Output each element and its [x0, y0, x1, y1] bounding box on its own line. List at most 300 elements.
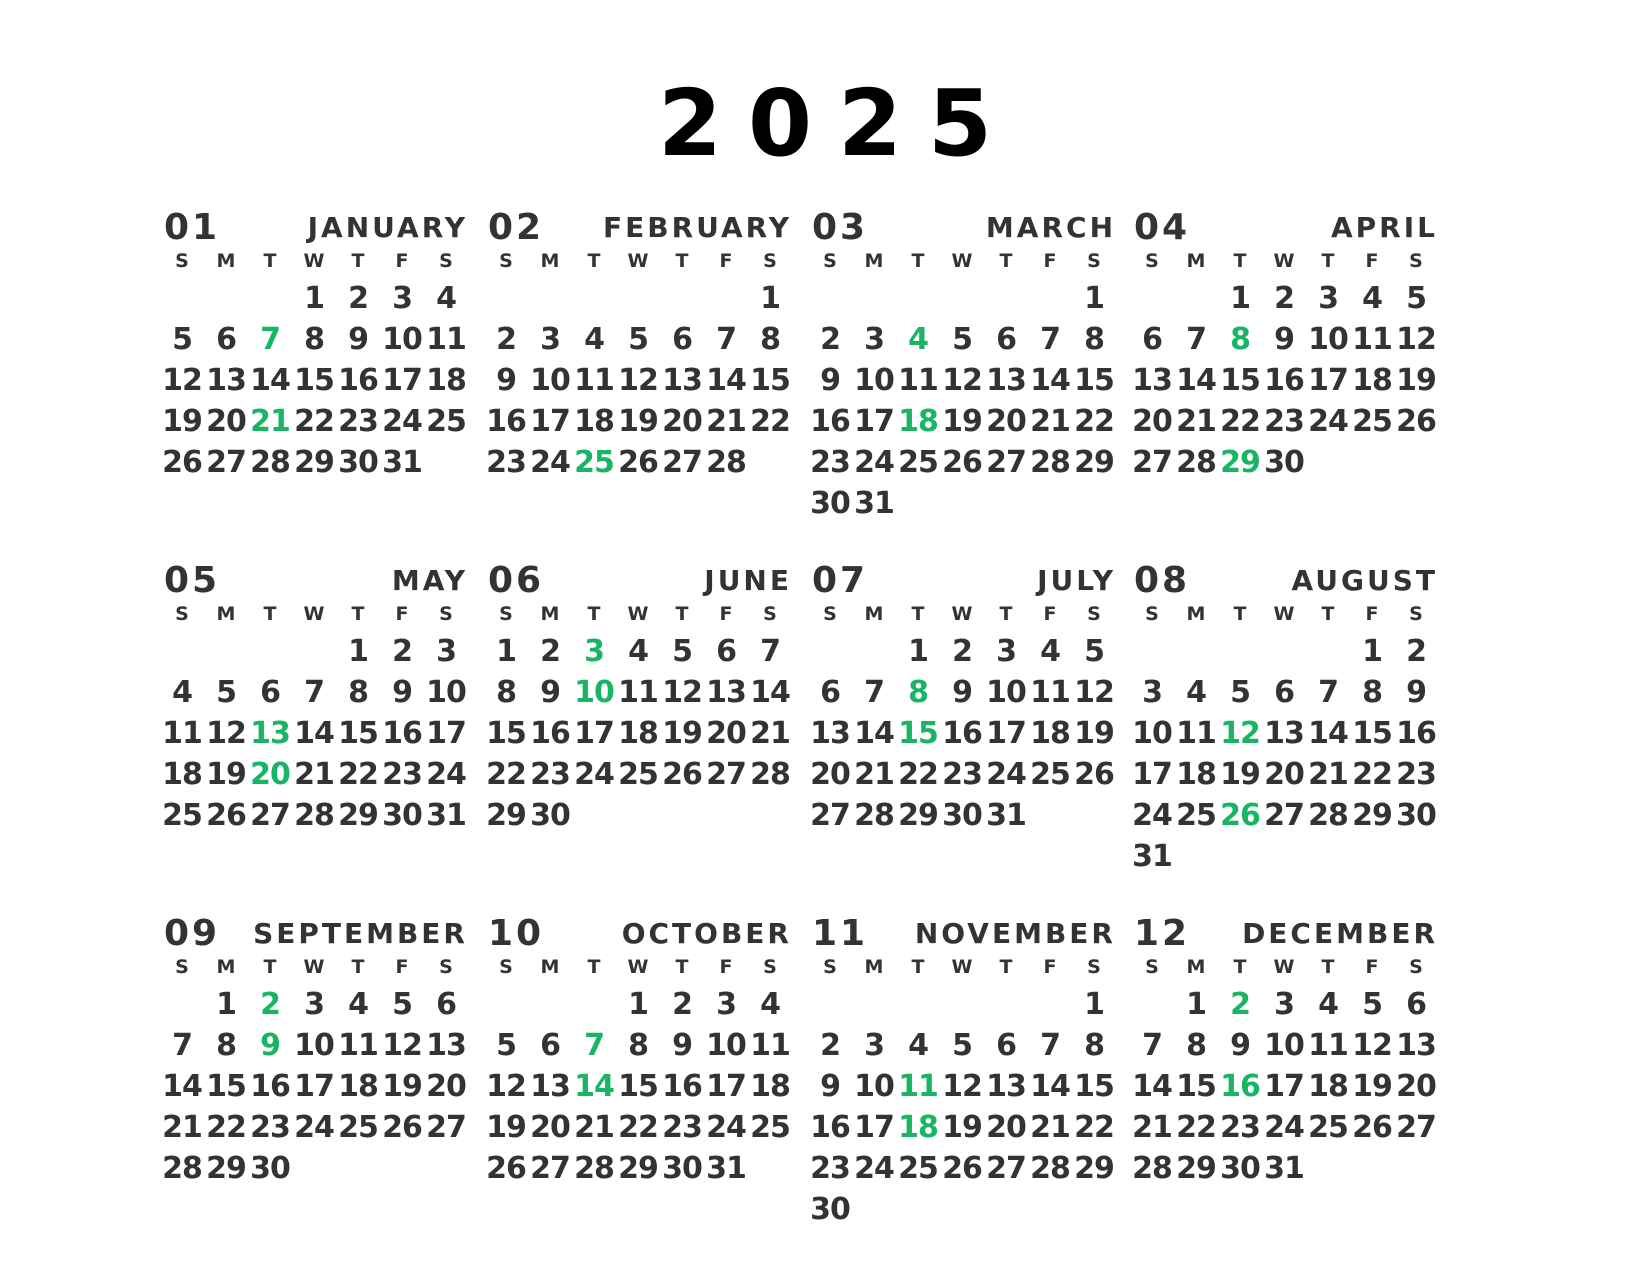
- day-cell: 21: [1030, 1110, 1070, 1145]
- weekday-label: M: [540, 603, 560, 625]
- day-cell: 2: [820, 322, 840, 357]
- empty-day-cell: [248, 631, 292, 672]
- week-row: [808, 1148, 1116, 1189]
- day-cell: 10: [854, 1069, 894, 1104]
- day-cell: 23: [250, 1110, 290, 1145]
- day-cell: 6: [1406, 987, 1426, 1022]
- weekday-label: W: [1273, 603, 1295, 625]
- day-cell: 19: [942, 1110, 982, 1145]
- day-cell: 6: [820, 675, 840, 710]
- day-cell: 30: [382, 798, 422, 833]
- highlighted-day: 2: [260, 987, 280, 1022]
- day-cell: 22: [1220, 404, 1260, 439]
- day-cell: 8: [1084, 322, 1104, 357]
- day-cell: 29: [1352, 798, 1392, 833]
- day-cell: 10: [426, 675, 466, 710]
- day-cell: 11: [1176, 716, 1216, 751]
- day-cell: 16: [1396, 716, 1436, 751]
- day-cell: 29: [618, 1151, 658, 1186]
- weekday-label: F: [1043, 603, 1057, 625]
- week-row: [808, 754, 1116, 795]
- day-cell: 2: [820, 1028, 840, 1063]
- day-cell: 25: [750, 1110, 790, 1145]
- day-cell: 24: [294, 1110, 334, 1145]
- month-name: SEPTEMBER: [253, 917, 468, 950]
- day-cell: 29: [206, 1151, 246, 1186]
- empty-day-cell: [1174, 631, 1218, 672]
- day-cell: 15: [486, 716, 526, 751]
- weekday-header-row: [1130, 248, 1438, 278]
- highlighted-day: 25: [574, 445, 614, 480]
- day-cell: 17: [1264, 1069, 1304, 1104]
- highlighted-day: 14: [574, 1069, 614, 1104]
- day-cell: 5: [672, 634, 692, 669]
- month-number: 04: [1134, 207, 1191, 248]
- day-cell: 13: [986, 1069, 1026, 1104]
- day-cell: 18: [574, 404, 614, 439]
- day-cell: 25: [618, 757, 658, 792]
- weekday-label: S: [175, 603, 189, 625]
- week-row: [160, 1025, 468, 1066]
- day-cell: 24: [382, 404, 422, 439]
- day-cell: 1: [348, 634, 368, 669]
- day-cell: 21: [854, 757, 894, 792]
- day-cell: 28: [574, 1151, 614, 1186]
- day-cell: 7: [304, 675, 324, 710]
- day-cell: 4: [1040, 634, 1060, 669]
- week-row: [808, 672, 1116, 713]
- day-cell: 3: [716, 987, 736, 1022]
- day-cell: 23: [662, 1110, 702, 1145]
- day-cell: 15: [338, 716, 378, 751]
- week-row: [808, 278, 1116, 319]
- month-header: [484, 560, 792, 601]
- weekday-label: S: [823, 250, 837, 272]
- day-cell: 19: [1220, 757, 1260, 792]
- day-cell: 27: [1264, 798, 1304, 833]
- empty-day-cell: [484, 984, 528, 1025]
- weekday-header-row: [484, 248, 792, 278]
- day-cell: 8: [1084, 1028, 1104, 1063]
- day-cell: 6: [216, 322, 236, 357]
- week-row: [484, 1066, 792, 1107]
- day-cell: 3: [1142, 675, 1162, 710]
- week-row: [160, 1107, 468, 1148]
- month-april: [1130, 207, 1438, 483]
- week-row: [1130, 401, 1438, 442]
- day-cell: 31: [426, 798, 466, 833]
- day-cell: 23: [1220, 1110, 1260, 1145]
- day-cell: 21: [1176, 404, 1216, 439]
- weekday-label: T: [351, 250, 365, 272]
- day-cell: 26: [206, 798, 246, 833]
- day-cell: 29: [294, 445, 334, 480]
- day-cell: 10: [854, 363, 894, 398]
- day-cell: 5: [1406, 281, 1426, 316]
- empty-day-cell: [852, 631, 896, 672]
- day-cell: 5: [172, 322, 192, 357]
- week-row: [1130, 672, 1438, 713]
- empty-day-cell: [808, 631, 852, 672]
- day-cell: 24: [854, 1151, 894, 1186]
- day-cell: 7: [1040, 322, 1060, 357]
- weekday-header-row: [160, 601, 468, 631]
- weekday-header-row: [484, 601, 792, 631]
- week-row: [808, 360, 1116, 401]
- day-cell: 30: [810, 1192, 850, 1227]
- day-cell: 6: [716, 634, 736, 669]
- month-header: [484, 913, 792, 954]
- day-cell: 14: [250, 363, 290, 398]
- day-cell: 14: [1132, 1069, 1172, 1104]
- day-cell: 22: [1176, 1110, 1216, 1145]
- day-cell: 9: [540, 675, 560, 710]
- day-cell: 23: [942, 757, 982, 792]
- empty-day-cell: [1130, 278, 1174, 319]
- day-cell: 2: [540, 634, 560, 669]
- month-number: 12: [1134, 913, 1191, 954]
- day-cell: 1: [1186, 987, 1206, 1022]
- day-cell: 15: [750, 363, 790, 398]
- day-cell: 19: [206, 757, 246, 792]
- day-cell: 26: [1396, 404, 1436, 439]
- day-cell: 16: [382, 716, 422, 751]
- day-cell: 27: [706, 757, 746, 792]
- weekday-label: T: [1321, 603, 1335, 625]
- day-cell: 11: [426, 322, 466, 357]
- day-cell: 2: [952, 634, 972, 669]
- week-row: [808, 713, 1116, 754]
- month-name: MARCH: [985, 211, 1116, 244]
- highlighted-day: 29: [1220, 445, 1260, 480]
- month-number: 03: [812, 207, 869, 248]
- day-cell: 29: [898, 798, 938, 833]
- day-cell: 5: [216, 675, 236, 710]
- day-cell: 25: [1030, 757, 1070, 792]
- day-cell: 8: [348, 675, 368, 710]
- highlighted-day: 16: [1220, 1069, 1260, 1104]
- day-cell: 12: [618, 363, 658, 398]
- weekday-label: T: [587, 250, 601, 272]
- day-cell: 20: [986, 1110, 1026, 1145]
- weekday-header-row: [160, 248, 468, 278]
- day-cell: 11: [898, 363, 938, 398]
- day-cell: 9: [820, 363, 840, 398]
- day-cell: 25: [338, 1110, 378, 1145]
- day-cell: 24: [1264, 1110, 1304, 1145]
- month-august: [1130, 560, 1438, 877]
- day-cell: 30: [1220, 1151, 1260, 1186]
- day-cell: 24: [1308, 404, 1348, 439]
- day-cell: 17: [986, 716, 1026, 751]
- day-cell: 9: [496, 363, 516, 398]
- day-cell: 30: [250, 1151, 290, 1186]
- empty-day-cell: [616, 278, 660, 319]
- day-cell: 24: [530, 445, 570, 480]
- day-cell: 4: [172, 675, 192, 710]
- day-cell: 10: [294, 1028, 334, 1063]
- day-cell: 8: [496, 675, 516, 710]
- weekday-label: F: [719, 603, 733, 625]
- week-row: [1130, 278, 1438, 319]
- day-cell: 17: [294, 1069, 334, 1104]
- highlighted-day: 7: [260, 322, 280, 357]
- month-june: [484, 560, 792, 836]
- empty-day-cell: [808, 278, 852, 319]
- day-cell: 10: [706, 1028, 746, 1063]
- day-cell: 4: [1186, 675, 1206, 710]
- empty-day-cell: [528, 278, 572, 319]
- month-name: NOVEMBER: [914, 917, 1116, 950]
- day-cell: 27: [206, 445, 246, 480]
- day-cell: 7: [760, 634, 780, 669]
- month-header: [1130, 207, 1438, 248]
- day-cell: 12: [942, 1069, 982, 1104]
- day-cell: 15: [294, 363, 334, 398]
- day-cell: 24: [1132, 798, 1172, 833]
- day-cell: 6: [1274, 675, 1294, 710]
- month-may: [160, 560, 468, 836]
- highlighted-day: 11: [898, 1069, 938, 1104]
- day-cell: 29: [1074, 445, 1114, 480]
- weekday-label: W: [951, 956, 973, 978]
- week-row: [1130, 631, 1438, 672]
- day-cell: 18: [1308, 1069, 1348, 1104]
- day-cell: 22: [750, 404, 790, 439]
- day-cell: 22: [1074, 404, 1114, 439]
- day-cell: 4: [436, 281, 456, 316]
- weekday-label: W: [303, 603, 325, 625]
- day-cell: 13: [206, 363, 246, 398]
- month-name: JUNE: [704, 564, 792, 597]
- week-row: [484, 754, 792, 795]
- day-cell: 28: [1030, 1151, 1070, 1186]
- month-name: OCTOBER: [621, 917, 792, 950]
- week-row: [484, 713, 792, 754]
- day-cell: 12: [486, 1069, 526, 1104]
- weekday-header-row: [484, 954, 792, 984]
- weekday-label: T: [1321, 250, 1335, 272]
- week-row: [160, 401, 468, 442]
- weekday-label: S: [439, 250, 453, 272]
- week-row: [1130, 360, 1438, 401]
- week-row: [1130, 836, 1438, 877]
- day-cell: 7: [716, 322, 736, 357]
- day-cell: 15: [1074, 363, 1114, 398]
- week-row: [160, 631, 468, 672]
- weekday-header-row: [1130, 601, 1438, 631]
- day-cell: 26: [162, 445, 202, 480]
- weekday-label: M: [1186, 603, 1206, 625]
- day-cell: 18: [750, 1069, 790, 1104]
- day-cell: 8: [760, 322, 780, 357]
- month-number: 09: [164, 913, 221, 954]
- weekday-label: S: [499, 603, 513, 625]
- day-cell: 16: [1264, 363, 1304, 398]
- day-cell: 2: [1274, 281, 1294, 316]
- day-cell: 12: [162, 363, 202, 398]
- day-cell: 7: [1142, 1028, 1162, 1063]
- day-cell: 6: [260, 675, 280, 710]
- day-cell: 8: [304, 322, 324, 357]
- day-cell: 21: [1132, 1110, 1172, 1145]
- day-cell: 14: [706, 363, 746, 398]
- day-cell: 28: [1030, 445, 1070, 480]
- day-cell: 10: [986, 675, 1026, 710]
- day-cell: 17: [854, 1110, 894, 1145]
- day-cell: 4: [348, 987, 368, 1022]
- day-cell: 7: [1318, 675, 1338, 710]
- week-row: [160, 672, 468, 713]
- weekday-label: T: [351, 603, 365, 625]
- day-cell: 25: [898, 1151, 938, 1186]
- day-cell: 16: [530, 716, 570, 751]
- weekday-label: T: [587, 603, 601, 625]
- weekday-label: M: [1186, 250, 1206, 272]
- day-cell: 13: [986, 363, 1026, 398]
- empty-day-cell: [160, 984, 204, 1025]
- day-cell: 9: [672, 1028, 692, 1063]
- day-cell: 25: [1352, 404, 1392, 439]
- week-row: [808, 319, 1116, 360]
- weekday-label: W: [1273, 250, 1295, 272]
- weekday-label: M: [216, 956, 236, 978]
- highlighted-day: 20: [250, 757, 290, 792]
- week-row: [1130, 1066, 1438, 1107]
- empty-day-cell: [204, 631, 248, 672]
- month-header: [160, 560, 468, 601]
- day-cell: 8: [1362, 675, 1382, 710]
- weekday-label: M: [540, 250, 560, 272]
- day-cell: 20: [426, 1069, 466, 1104]
- day-cell: 12: [1352, 1028, 1392, 1063]
- weekday-label: W: [951, 603, 973, 625]
- day-cell: 23: [338, 404, 378, 439]
- empty-day-cell: [984, 278, 1028, 319]
- weekday-label: F: [1043, 956, 1057, 978]
- week-row: [484, 1148, 792, 1189]
- day-cell: 5: [628, 322, 648, 357]
- day-cell: 11: [338, 1028, 378, 1063]
- day-cell: 22: [618, 1110, 658, 1145]
- week-row: [1130, 1107, 1438, 1148]
- day-cell: 26: [662, 757, 702, 792]
- week-row: [160, 713, 468, 754]
- day-cell: 31: [382, 445, 422, 480]
- day-cell: 14: [162, 1069, 202, 1104]
- week-row: [808, 1025, 1116, 1066]
- day-cell: 16: [810, 404, 850, 439]
- day-cell: 1: [1362, 634, 1382, 669]
- day-cell: 4: [1362, 281, 1382, 316]
- day-cell: 31: [1132, 839, 1172, 874]
- week-row: [1130, 1025, 1438, 1066]
- day-cell: 7: [172, 1028, 192, 1063]
- day-cell: 14: [1030, 1069, 1070, 1104]
- weekday-label: F: [1043, 250, 1057, 272]
- day-cell: 3: [864, 1028, 884, 1063]
- day-cell: 26: [382, 1110, 422, 1145]
- week-row: [160, 278, 468, 319]
- day-cell: 19: [942, 404, 982, 439]
- day-cell: 1: [1084, 281, 1104, 316]
- day-cell: 2: [672, 987, 692, 1022]
- day-cell: 13: [1396, 1028, 1436, 1063]
- weekday-label: F: [1365, 250, 1379, 272]
- weekday-label: T: [1233, 603, 1247, 625]
- day-cell: 29: [486, 798, 526, 833]
- day-cell: 15: [1074, 1069, 1114, 1104]
- day-cell: 28: [854, 798, 894, 833]
- day-cell: 2: [392, 634, 412, 669]
- day-cell: 21: [706, 404, 746, 439]
- day-cell: 14: [1176, 363, 1216, 398]
- day-cell: 19: [1074, 716, 1114, 751]
- day-cell: 3: [1318, 281, 1338, 316]
- highlighted-day: 10: [574, 675, 614, 710]
- day-cell: 18: [426, 363, 466, 398]
- day-cell: 20: [706, 716, 746, 751]
- weekday-label: T: [911, 956, 925, 978]
- day-cell: 6: [436, 987, 456, 1022]
- day-cell: 10: [382, 322, 422, 357]
- day-cell: 6: [996, 322, 1016, 357]
- day-cell: 15: [1176, 1069, 1216, 1104]
- day-cell: 28: [1308, 798, 1348, 833]
- day-cell: 4: [584, 322, 604, 357]
- week-row: [1130, 319, 1438, 360]
- month-number: 10: [488, 913, 545, 954]
- day-cell: 31: [706, 1151, 746, 1186]
- weekday-label: F: [395, 250, 409, 272]
- day-cell: 30: [810, 486, 850, 521]
- day-cell: 12: [382, 1028, 422, 1063]
- empty-day-cell: [896, 984, 940, 1025]
- weekday-label: M: [864, 603, 884, 625]
- weekday-label: S: [439, 603, 453, 625]
- weekday-label: M: [216, 603, 236, 625]
- weekday-label: T: [911, 250, 925, 272]
- day-cell: 14: [1308, 716, 1348, 751]
- day-cell: 9: [348, 322, 368, 357]
- month-name: FEBRUARY: [602, 211, 792, 244]
- day-cell: 11: [750, 1028, 790, 1063]
- day-cell: 25: [1308, 1110, 1348, 1145]
- day-cell: 2: [348, 281, 368, 316]
- day-cell: 27: [810, 798, 850, 833]
- day-cell: 23: [486, 445, 526, 480]
- day-cell: 14: [750, 675, 790, 710]
- day-cell: 13: [426, 1028, 466, 1063]
- day-cell: 19: [1352, 1069, 1392, 1104]
- day-cell: 14: [294, 716, 334, 751]
- day-cell: 24: [574, 757, 614, 792]
- day-cell: 5: [952, 1028, 972, 1063]
- weekday-label: W: [627, 603, 649, 625]
- day-cell: 26: [486, 1151, 526, 1186]
- day-cell: 21: [1030, 404, 1070, 439]
- week-row: [484, 401, 792, 442]
- day-cell: 10: [1308, 322, 1348, 357]
- day-cell: 13: [1264, 716, 1304, 751]
- day-cell: 21: [574, 1110, 614, 1145]
- day-cell: 14: [1030, 363, 1070, 398]
- day-cell: 27: [426, 1110, 466, 1145]
- day-cell: 1: [628, 987, 648, 1022]
- day-cell: 30: [530, 798, 570, 833]
- weekday-label: M: [1186, 956, 1206, 978]
- month-july: [808, 560, 1116, 836]
